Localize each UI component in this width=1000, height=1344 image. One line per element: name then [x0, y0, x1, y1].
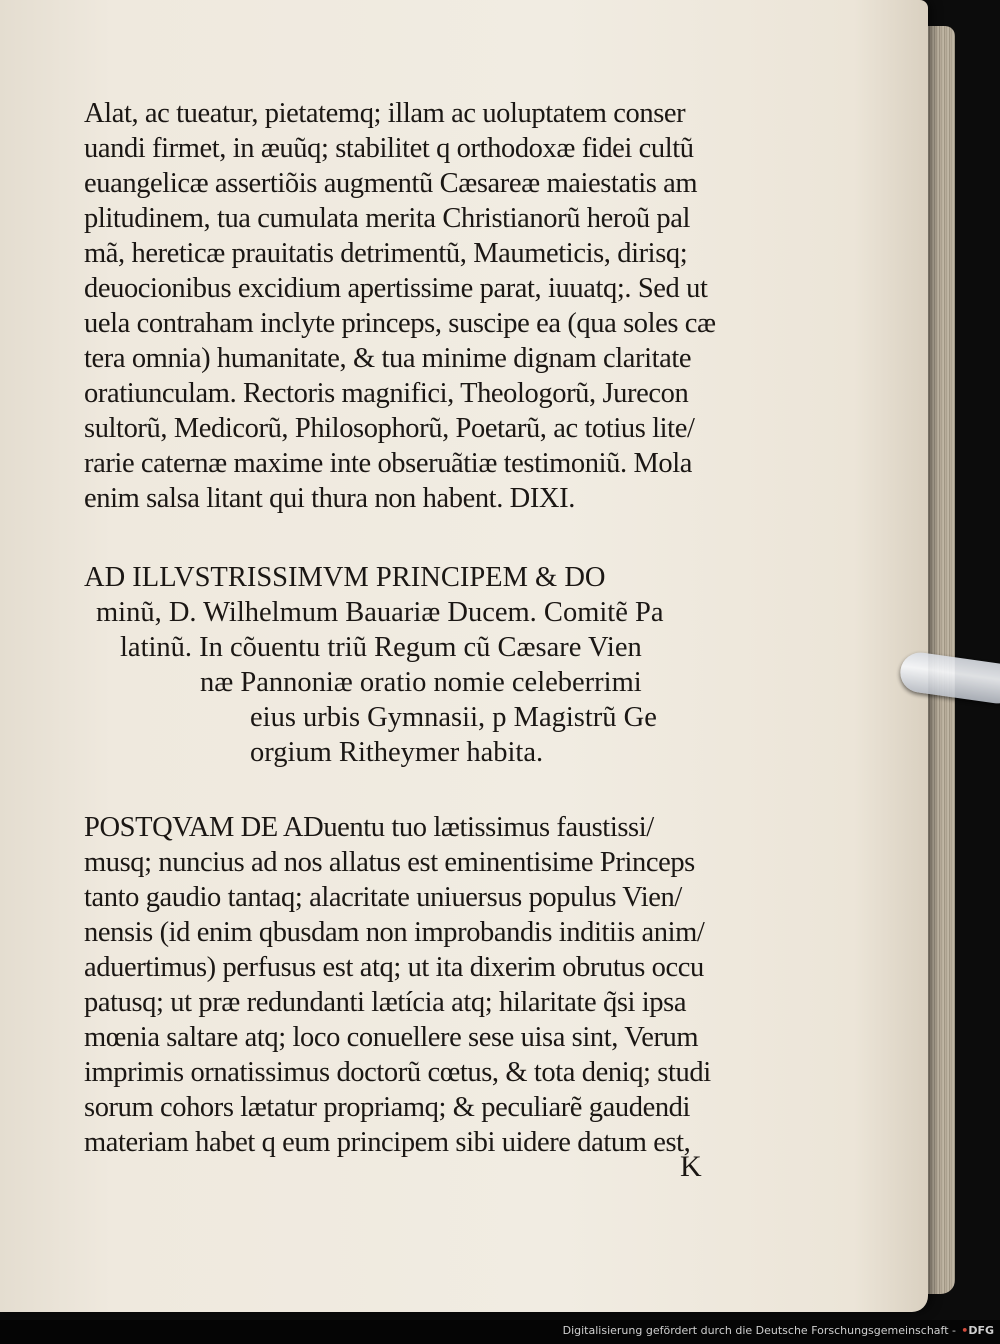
text-line: imprimis ornatissimus doctorũ cœtus, & tota deniq; studi: [84, 1057, 711, 1088]
text-line: aduertimus) perfusus est atq; ut ita dixerim obrutus occu: [84, 952, 704, 983]
text-line: patusq; ut præ redundanti lætícia atq; hilaritate q̃si ipsa: [84, 987, 687, 1018]
text-line: tera omnia) humanitate, & tua minime dignam claritate: [84, 343, 692, 374]
dfg-logo-text: DFG: [968, 1324, 994, 1337]
funding-credit: Digitalisierung gefördert durch die Deutsche Forschungsgemeinschaft -: [562, 1324, 956, 1337]
paragraph-closing-oration: [84, 96, 744, 516]
dfg-logo-icon: •DFG: [961, 1324, 994, 1337]
text-line: mœnia saltare atq; loco conuellere sese uisa sint, Verum: [84, 1022, 699, 1053]
text-line: enim salsa litant qui thura non habent. DIXI.: [84, 483, 575, 514]
footer-bar: [0, 1320, 1000, 1344]
heading-line: næ Pannoniæ oratio nomie celeberrimi: [200, 667, 642, 698]
section-gap: [84, 770, 744, 810]
text-line: POSTQVAM DE ADuentu tuo lætissimus faustissi/: [84, 812, 654, 843]
text-line: sorum cohors lætatur propriamq; & peculiarẽ gaudendi: [84, 1092, 691, 1123]
text-line: Alat, ac tueatur, pietatemq; illam ac uoluptatem conser: [84, 98, 686, 129]
text-line: sultorũ, Medicorũ, Philosophorũ, Poetarũ, ac totius lite/: [84, 413, 695, 444]
section-gap: [84, 516, 744, 560]
paragraph-oration-start: [84, 810, 744, 1160]
section-heading: [84, 560, 744, 770]
text-line: uela contraham inclyte princeps, suscipe ea (qua soles cæ: [84, 308, 716, 339]
heading-line: eius urbis Gymnasii, p Magistrũ Ge: [250, 702, 657, 733]
heading-line: minũ, D. Wilhelmum Bauariæ Ducem. Comitẽ Pa: [96, 597, 664, 628]
text-line: uandi firmet, in æuũq; stabilitet q orthodoxæ fidei cultũ: [84, 133, 694, 164]
text-line: musq; nuncius ad nos allatus est eminentisime Princeps: [84, 847, 695, 878]
text-line: mã, hereticæ prauitatis detrimentũ, Maumeticis, dirisq;: [84, 238, 688, 269]
text-line: euangelicæ assertiõis augmentũ Cæsareæ maiestatis am: [84, 168, 698, 199]
text-line: tanto gaudio tantaq; alacritate uniuersus populus Vien/: [84, 882, 682, 913]
text-block: [84, 96, 744, 1160]
signature-mark: K: [680, 1150, 702, 1183]
text-line: plitudinem, tua cumulata merita Christianorũ heroũ pal: [84, 203, 691, 234]
text-line: rarie caternæ maxime inte obseruãtiæ testimoniũ. Mola: [84, 448, 692, 479]
text-line: deuocionibus excidium apertissime parat, iuuatq;. Sed ut: [84, 273, 708, 304]
text-line: materiam habet q eum principem sibi uidere datum est,: [84, 1127, 691, 1158]
text-line: oratiunculam. Rectoris magnifici, Theologorũ, Jurecon: [84, 378, 689, 409]
heading-line: AD ILLVSTRISSIMVM PRINCIPEM & DO: [84, 562, 606, 593]
heading-line: orgium Ritheymer habita.: [250, 737, 544, 768]
text-line: nensis (id enim qbusdam non improbandis inditiis anim/: [84, 917, 705, 948]
heading-line: latinũ. In cõuentu triũ Regum cũ Cæsare Vien: [120, 632, 642, 663]
